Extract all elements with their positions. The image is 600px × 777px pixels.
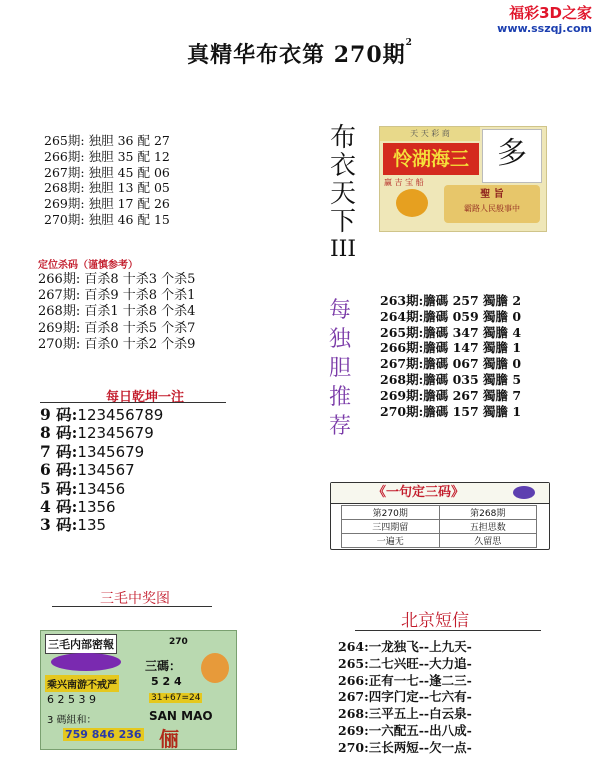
list-item: 5 码:13456 [40,478,126,498]
table-row: 一遍无 久留思 [342,534,537,548]
code-list [40,406,163,535]
list-item: 266期:膽碼 147 獨膽 1 [380,340,522,356]
table-row: 第270期 第268期 [342,506,537,520]
prize-combo-label: 3 碼組和： [47,715,97,726]
page-title [0,38,600,69]
list-item: 7 码:1345679 [40,441,145,461]
prize-sum: 31+67=24 [151,693,201,703]
list-item: 263期:膽碼 257 獨膽 2 [380,293,522,308]
list-item: 264期:膽碼 059 獨膽 0 [380,308,522,324]
banner-main: 怜湖海三 [383,143,479,175]
logo-icon [513,486,535,499]
list-item: 270期:膽碼 157 獨膽 1 [380,403,522,419]
sanmao-divider [52,606,212,607]
banner-image [379,126,547,232]
banner-sign: 赢 吉 宝 船 [384,178,424,187]
prize-big: 俪 [159,727,179,751]
prize-title: 三毛内部密報 [45,634,117,654]
prize-brand: SAN MAO [149,709,213,723]
site-brand [497,4,592,35]
dan-list [380,293,521,419]
list-item: 267期:膽碼 067 獨膽 0 [380,356,522,372]
banner-header: 天 天 彩 商 [380,127,480,141]
list-item: 270期: 独胆 46 配 15 [44,211,170,227]
site-url: www.sszqj.com [497,22,592,35]
list-item: 264:一龙独飞--上九天- [338,639,472,654]
yiju-table [341,505,537,548]
flower-icon [201,653,229,683]
list-item: 265期: 独胆 36 配 27 [44,133,170,148]
sanmao-heading: 三毛中奖图 [100,591,170,607]
list-item: 269:一六配五--出八成- [338,722,472,738]
list-item: 269期:膽碼 267 獨膽 7 [380,387,522,403]
sms-list [338,639,472,757]
list-item: 8 码:12345679 [40,423,154,443]
flower-icon [396,189,428,217]
list-item: 270期: 百杀0 十杀2 个杀9 [38,336,196,352]
dudan-list [44,133,170,228]
list-item: 267:四字门定--七六有- [338,689,472,705]
page-title-sup: 2 [405,38,413,48]
prize-slogan: 乘兴南游不戒严 [45,675,119,692]
vertical-red-title: 每 独 胆 推 荐 [328,298,351,439]
list-item: 6 码:134567 [40,460,135,480]
list-item: 268期:膽碼 035 獨膽 5 [380,371,522,387]
sms-heading: 北京短信 [401,611,469,631]
list-item: 269期: 独胆 17 配 26 [44,196,170,212]
sms-divider [355,630,541,631]
page-title-text: 真精华布衣第 270期 [187,42,406,68]
kill-heading: 定位杀码（谨慎参考） [38,260,138,271]
yiju-heading: 《一句定三码》 [331,483,549,504]
prize-combo: 759 846 236 [65,728,142,741]
prize-san-label: 三碼： [145,659,182,673]
list-item: 268期: 百杀1 十杀8 个杀4 [38,304,196,320]
list-item: 266:正有一七--逢二三- [338,672,472,688]
yiju-box [330,482,550,550]
list-item: 265期:膽碼 347 獨膽 4 [380,324,522,340]
list-item: 269期: 百杀8 十杀5 个杀7 [38,320,196,336]
list-item: 9 码:123456789 [40,405,164,424]
list-item: 268:三平五上--白云泉- [338,706,472,722]
prize-image [40,630,237,750]
signature-glyph: 多 [482,129,542,183]
list-item: 3 码:135 [40,515,107,535]
list-item: 266期: 独胆 35 配 12 [44,148,170,164]
prize-san-value: 5 2 4 [151,675,182,688]
list-item: 265:二七兴旺--大力追- [338,655,472,671]
vertical-title: 布 衣 天 下 III [329,123,357,262]
prize-period: 270 [169,637,188,647]
scroll-icon: 聖 旨 霸路人民般事中 [444,185,540,223]
list-item: 4 码:1356 [40,497,116,517]
daily-heading: 每日乾坤一注 [105,390,184,405]
daily-divider [40,402,226,403]
table-row: 三四期留 五担思数 [342,520,537,534]
list-item: 268期: 独胆 13 配 05 [44,180,170,196]
prize-digits: 6 2 5 3 9 [47,693,96,706]
list-item: 270:三长两短--欠一点- [338,739,472,755]
list-item: 267期: 独胆 45 配 06 [44,164,170,180]
kill-list [38,272,195,353]
list-item: 267期: 百杀9 十杀8 个杀1 [38,288,196,304]
decor-icon [51,653,121,671]
list-item: 266期: 百杀8 十杀3 个杀5 [38,272,196,287]
site-name: 福彩3D之家 [509,4,592,22]
